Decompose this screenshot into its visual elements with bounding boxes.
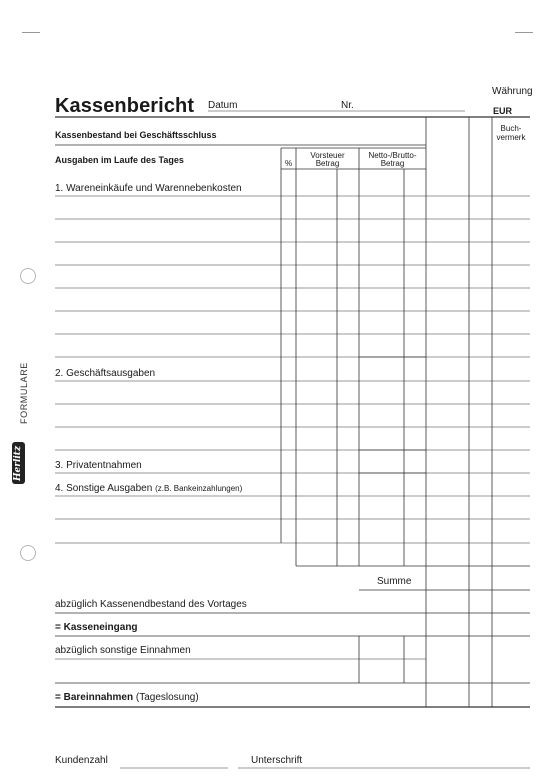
section-wareneinkaeufe: 1. Wareneinkäufe und Warennebenkosten bbox=[55, 183, 242, 194]
col-header-netto-line1: Netto-/Brutto- bbox=[368, 151, 417, 160]
sonstige-einnahmen-label: abzüglich sonstige Einnahmen bbox=[55, 645, 191, 656]
kundenzahl-label: Kundenzahl bbox=[55, 755, 108, 766]
section-privatentnahmen: 3. Privatentnahmen bbox=[55, 460, 142, 471]
summe-label: Summe bbox=[377, 576, 412, 587]
buchvermerk-label-line2: vermerk bbox=[496, 133, 526, 142]
col-header-vorsteuer-line2: Betrag bbox=[315, 159, 340, 168]
buchvermerk-label-line1: Buch- bbox=[500, 124, 522, 133]
section-sonstige-note: (z.B. Bankeinzahlungen) bbox=[155, 484, 243, 493]
section-geschaeftsausgaben: 2. Geschäftsausgaben bbox=[55, 368, 156, 379]
datum-label: Datum bbox=[208, 100, 238, 111]
kasseneingang-label: = Kasseneingang bbox=[55, 622, 138, 633]
section-sonstige-label: 4. Sonstige Ausgaben bbox=[55, 483, 153, 494]
col-header-netto-line2: Betrag bbox=[380, 159, 405, 168]
page-title: Kassenbericht bbox=[55, 95, 195, 117]
logo-text: Herlitz bbox=[13, 445, 23, 481]
kassenendbestand-label: abzüglich Kassenendbestand des Vortages bbox=[55, 599, 247, 610]
tageslosung-label: (Tageslosung) bbox=[135, 692, 199, 703]
col-header-percent: % bbox=[284, 159, 293, 168]
ausgaben-heading: Ausgaben im Laufe des Tages bbox=[55, 155, 184, 165]
brand-label: FORMULARE bbox=[19, 362, 29, 424]
kassenbestand-label: Kassenbestand bei Geschäftsschluss bbox=[55, 130, 217, 140]
currency-value: EUR bbox=[493, 106, 513, 116]
section-sonstige-ausgaben bbox=[55, 484, 242, 494]
bareinnahmen-label: = Bareinnahmen bbox=[55, 692, 134, 703]
col-header-vorsteuer-line1: Vorsteuer bbox=[310, 151, 345, 160]
waehrung-label: Währung bbox=[492, 86, 533, 97]
unterschrift-label: Unterschrift bbox=[251, 755, 303, 766]
nr-label: Nr. bbox=[341, 100, 354, 111]
bareinnahmen-row bbox=[55, 693, 199, 703]
ruled-rows bbox=[55, 196, 530, 566]
